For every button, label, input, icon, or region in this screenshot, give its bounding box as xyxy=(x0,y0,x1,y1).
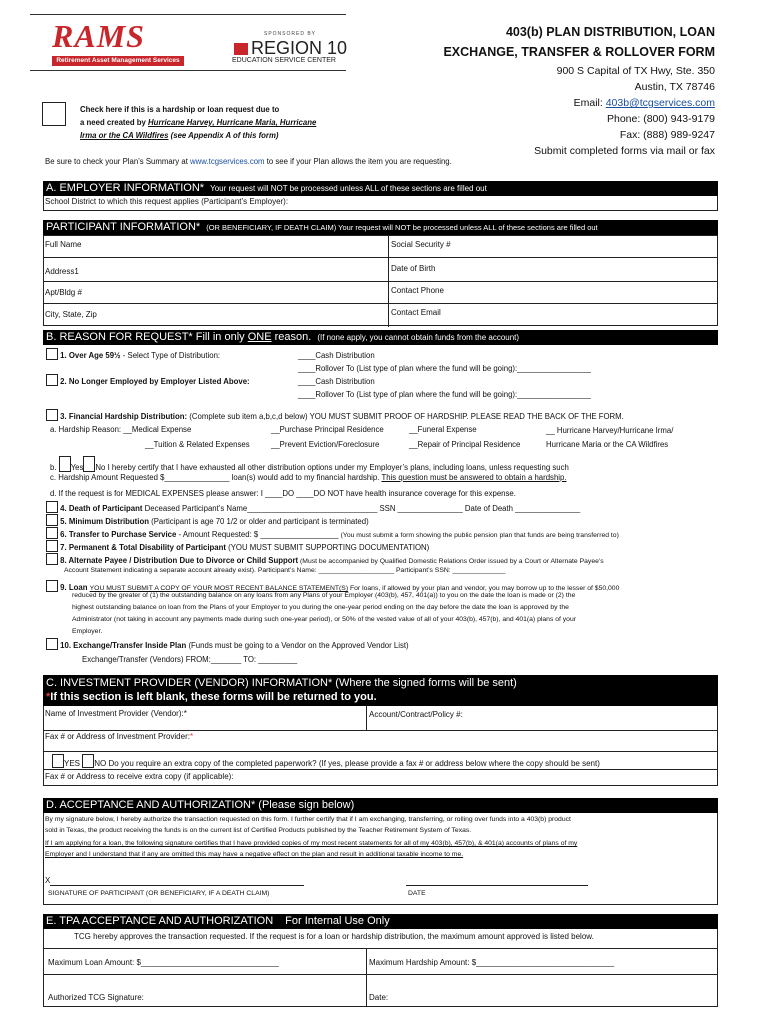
reason10-checkbox[interactable] xyxy=(46,638,58,650)
b-no-label: No xyxy=(95,463,106,472)
region10-logo xyxy=(234,38,347,59)
hardship-b-row xyxy=(50,456,569,472)
reason7-row xyxy=(46,540,429,552)
date-line[interactable] xyxy=(406,885,588,886)
region10-subtitle: EDUCATION SERVICE CENTER xyxy=(232,57,336,64)
reason9-line4: Administrator (not taking in account any payments made during such one-year period), or 50% of the vested value of all of your 403(b), 457(b), and 401(a) plans of your xyxy=(72,616,577,623)
plan-summary-note xyxy=(45,157,452,166)
hardship-text-3a: Irma or the CA Wildfires xyxy=(80,131,169,140)
reason6-note: (You must submit a form showing the public pension plan that funds are being transferred to) xyxy=(340,532,619,539)
signature-x: X xyxy=(45,876,51,885)
contact-email-field[interactable]: Contact Email xyxy=(391,308,441,317)
vendor-name-field[interactable]: Name of Investment Provider (Vendor):* xyxy=(45,709,187,718)
reason5-text: (Participant is age 70 1/2 or older and participant is terminated) xyxy=(148,517,369,526)
form-title-line1: 403(b) PLAN DISTRIBUTION, LOAN xyxy=(505,25,715,39)
participant-header xyxy=(43,220,718,235)
header-rule-bottom xyxy=(30,70,346,71)
hardship-disaster-text xyxy=(80,103,380,142)
employer-field-label: School District to which this request applies (Participant’s Employer): xyxy=(45,197,289,206)
hardship-text-line3 xyxy=(80,129,380,142)
c-note: This question must be answered to obtain a hardship. xyxy=(381,473,567,482)
hardship-medical-option[interactable]: a. Hardship Reason: __Medical Expense xyxy=(50,425,192,434)
reason8-checkbox[interactable] xyxy=(46,553,58,565)
reason1-row xyxy=(46,348,220,360)
r2-rollover-option[interactable]: ____Rollover To (List type of plan where the fund will be going):_________________ xyxy=(298,390,591,399)
participant-title: PARTICIPANT INFORMATION* xyxy=(46,221,201,233)
note-text-b: to see if your Plan allows the item you are requesting. xyxy=(264,157,452,166)
tpa-rule-2 xyxy=(44,974,717,975)
reason9-checkbox[interactable] xyxy=(46,580,58,592)
hardship-funeral-option[interactable]: __Funeral Expense xyxy=(409,425,477,434)
section-a-title: A. EMPLOYER INFORMATION* xyxy=(46,182,205,194)
reason2-row xyxy=(46,374,250,386)
hardship-text-2b: Hurricane Harvey, Hurricane Maria, Hurricane xyxy=(148,118,317,127)
vendor-fax-field[interactable] xyxy=(45,732,193,741)
extra-copy-no-label: NO xyxy=(94,759,107,768)
section-d-header: D. ACCEPTANCE AND AUTHORIZATION* (Please sign below) xyxy=(43,798,718,813)
tcg-website-link[interactable]: www.tcgservices.com xyxy=(190,157,265,166)
max-loan-field[interactable]: Maximum Loan Amount: $_______________________________ xyxy=(48,958,279,967)
b-yes-label: Yes xyxy=(70,463,84,472)
tpa-divider xyxy=(366,948,367,1006)
reason2-checkbox[interactable] xyxy=(46,374,58,386)
reason9-underline: YOU MUST SUBMIT A COPY OF YOUR MOST RECENT BALANCE STATEMENT(S) xyxy=(89,585,349,592)
b-text: I hereby certify that I have exhausted all other distribution options under my Employer’s plans, including loans, unless requesting such xyxy=(107,463,569,472)
reason7-text: (YOU MUST SUBMIT SUPPORTING DOCUMENTATION) xyxy=(225,543,430,552)
reason9-line3: highest outstanding balance on loan from the Plans of your Employer to you during the one-year period ending on the day before the date the loan is approved by the xyxy=(72,604,569,611)
hardship-d-row: d. If the request is for MEDICAL EXPENSES please answer: I ____DO ____DO NOT have health insurance coverage for this expense. xyxy=(50,489,516,498)
vendor-rule-2 xyxy=(44,751,717,752)
extra-copy-yes-checkbox[interactable] xyxy=(52,754,64,768)
reason9-line5: Employer. xyxy=(72,628,103,635)
auth-paragraph-2b: Employer and I understand that if any are omitted this may have a negative effect on the plan and result in additional taxable income to me. xyxy=(45,851,464,858)
reason9-label: 9. Loan xyxy=(60,583,88,592)
section-c-warning-star: * xyxy=(46,691,51,703)
hardship-eviction-option[interactable]: __Prevent Eviction/Foreclosure xyxy=(271,440,380,449)
reason5-row xyxy=(46,514,369,526)
full-name-field[interactable]: Full Name xyxy=(45,240,82,249)
vendor-fax-label: Fax # or Address of Investment Provider: xyxy=(45,732,190,741)
vendor-rule-3 xyxy=(44,769,717,770)
vendor-divider xyxy=(366,706,367,730)
section-c-title: C. INVESTMENT PROVIDER (VENDOR) INFORMATION* (Where the signed forms will be sent) xyxy=(46,677,517,689)
dob-field[interactable]: Date of Birth xyxy=(391,264,436,273)
tcg-signature-field[interactable]: Authorized TCG Signature: xyxy=(48,993,144,1002)
section-b-header xyxy=(43,330,718,345)
hardship-text-line1: Check here if this is a hardship or loan request due to xyxy=(80,105,280,114)
address-line2: Austin, TX 78746 xyxy=(634,81,715,93)
participant-rule-1 xyxy=(44,257,717,258)
section-b-subtitle: (If none apply, you cannot obtain funds from the account) xyxy=(317,333,520,342)
reason9-row xyxy=(46,580,619,592)
date-label: DATE xyxy=(408,890,426,897)
section-e-title: E. TPA ACCEPTANCE AND AUTHORIZATION xyxy=(46,915,274,927)
region10-name: REGION 10 xyxy=(251,38,348,58)
section-c-warning xyxy=(46,690,718,704)
rams-logo-subtitle: Retirement Asset Management Services xyxy=(52,56,184,66)
auth-paragraph-1b: sold in Texas, the product receiving the funds is on the current list of Certified Products published by the Teacher Retirement System of Texas. xyxy=(45,827,472,834)
address-field[interactable]: Address1 xyxy=(45,267,79,276)
reason4-label: 4. Death of Participant xyxy=(60,504,143,513)
r2-cash-option[interactable]: ____Cash Distribution xyxy=(298,377,375,386)
employer-field[interactable] xyxy=(43,196,718,211)
r1-cash-option[interactable]: ____Cash Distribution xyxy=(298,351,375,360)
section-e-subtitle: For Internal Use Only xyxy=(285,915,390,927)
account-number-field[interactable]: Account/Contract/Policy #: xyxy=(369,710,463,719)
reason8-text: (Must be accompanied by Qualified Domestic Relations Order issued by a Court or Alternate Payee’s xyxy=(298,558,604,565)
section-e-header xyxy=(43,914,718,929)
extra-copy-fax-field[interactable]: Fax # or Address to receive extra copy (if applicable): xyxy=(45,772,234,781)
vendor-table xyxy=(43,706,718,786)
hardship-text-2a: a need created by xyxy=(80,118,149,127)
b-no-checkbox[interactable] xyxy=(83,456,95,472)
b-label: b. xyxy=(50,463,57,472)
tpa-box xyxy=(43,929,718,1007)
reason1-text: - Select Type of Distribution: xyxy=(120,351,221,360)
section-c-header xyxy=(43,675,718,706)
hardship-repair-option[interactable]: __Repair of Principal Residence xyxy=(409,440,521,449)
reason7-checkbox[interactable] xyxy=(46,540,58,552)
c-text: c. Hardship Amount Requested $_______________ loan(s) would add to my financial hardship. xyxy=(50,473,380,482)
email-label: Email: xyxy=(573,97,606,109)
auth-paragraph-1a: By my signature below, I hereby authorize the transaction requested on this form. I further certify that if I am exchanging, transferring, or rolling over funds into a 403(b) product xyxy=(45,816,571,823)
authorization-box xyxy=(43,813,718,905)
reason8-line2: Account Statement indicating a separate account already exist). Participant’s Name: ____________________ Participant’s SSN: ______________ xyxy=(64,567,506,574)
r1-rollover-option[interactable]: ____Rollover To (List type of plan where the fund will be going):_________________ xyxy=(298,364,591,373)
reason3-text: (Complete sub item a,b,c,d below) YOU MUST SUBMIT PROOF OF HARDSHIP. PLEASE READ THE BACK OF THE FORM. xyxy=(187,412,624,421)
fax-line: Fax: (888) 989-9247 xyxy=(619,129,715,141)
sponsored-by-label: SPONSORED BY xyxy=(264,31,317,37)
address-line1: 900 S Capital of TX Hwy, Ste. 350 xyxy=(556,65,715,77)
form-title-line2: EXCHANGE, TRANSFER & ROLLOVER FORM xyxy=(443,45,715,59)
reason4-text: Deceased Participant’s Name______________________________ SSN _______________ Date of Death _______________ xyxy=(142,504,581,513)
hardship-disaster-checkbox[interactable] xyxy=(42,102,66,126)
reason7-label: 7. Permanent & Total Disability of Participant xyxy=(60,543,226,552)
reason8-row xyxy=(46,553,604,565)
section-a-subtitle: Your request will NOT be processed unless ALL of these sections are filled out xyxy=(210,184,487,193)
phone-line: Phone: (800) 943-9179 xyxy=(607,113,715,125)
reason6-row xyxy=(46,527,619,539)
extra-copy-question: Do you require an extra copy of the completed paperwork? (If yes, please provide a fax # or address below where the copy should be sent) xyxy=(108,759,600,768)
section-c-warning-text: If this section is left blank, these forms will be returned to you. xyxy=(50,691,377,703)
reason10-text: (Funds must be going to a Vendor on the Approved Vendor List) xyxy=(186,641,409,650)
hardship-tuition-option[interactable]: __Tuition & Related Expenses xyxy=(145,440,250,449)
reason4-row xyxy=(46,501,580,513)
contact-phone-field[interactable]: Contact Phone xyxy=(391,286,444,295)
city-field[interactable]: City, State, Zip xyxy=(45,310,97,319)
submit-note: Submit completed forms via mail or fax xyxy=(534,145,715,157)
extra-copy-yes-label: YES xyxy=(64,759,81,768)
reason8-label: 8. Alternate Payee / Distribution Due to Divorce or Child Support xyxy=(60,556,299,565)
tpa-statement: TCG hereby approves the transaction requested. If the request is for a loan or hardship distribution, the maximum amount approved is listed below. xyxy=(74,932,594,941)
signature-label: SIGNATURE OF PARTICIPANT (OR BENEFICIARY, IF A DEATH CLAIM) xyxy=(48,890,270,897)
extra-copy-row xyxy=(52,754,600,768)
hardship-text-line2 xyxy=(80,116,380,129)
email-line xyxy=(415,95,715,111)
participant-table xyxy=(43,235,718,326)
apt-field[interactable]: Apt/Bldg # xyxy=(45,288,82,297)
signature-line[interactable] xyxy=(50,885,304,886)
hardship-text-3b: (see Appendix A of this form) xyxy=(168,131,279,140)
reason10-label: 10. Exchange/Transfer Inside Plan xyxy=(60,641,187,650)
hardship-c-row xyxy=(50,473,567,482)
reason3-label: 3. Financial Hardship Distribution: xyxy=(60,412,188,421)
reason3-row xyxy=(46,409,624,421)
reason6-checkbox[interactable] xyxy=(46,527,58,539)
participant-rule-3 xyxy=(44,303,717,304)
participant-subtitle: (OR BENEFICIARY, IF DEATH CLAIM) Your request will NOT be processed unless ALL of these sections are filled out xyxy=(206,223,598,232)
tpa-rule-1 xyxy=(44,948,717,949)
region10-mark-icon xyxy=(234,43,248,55)
reason9-line2: reduced by the greater of (1) the outstanding balance on any loans from any Plans of your Employer (403(b), 457, 401(a)) to you on the date the loan is made or (2) the xyxy=(72,592,576,599)
reason9-text: For loans, if allowed by your plan and vendor, you may borrow up to the lesser of $50,000 xyxy=(348,585,620,592)
max-hardship-field[interactable]: Maximum Hardship Amount: $_______________________________ xyxy=(369,958,615,967)
vendor-rule-1 xyxy=(44,730,717,731)
rams-logo: RAMS xyxy=(52,18,145,54)
exchange-vendors-field[interactable]: Exchange/Transfer (Vendors) FROM:_______ TO: _________ xyxy=(82,655,298,664)
vendor-fax-star: * xyxy=(189,732,194,741)
reason6-text: - Amount Requested: $ __________________ xyxy=(176,530,339,539)
reason5-label: 5. Minimum Distribution xyxy=(60,517,149,526)
extra-copy-no-checkbox[interactable] xyxy=(82,754,94,768)
reason5-checkbox[interactable] xyxy=(46,514,58,526)
note-text-a: Be sure to check your Plan’s Summary at xyxy=(45,157,191,166)
auth-paragraph-2a: If I am applying for a loan, the following signature certifies that I have provided copies of my most recent statements for all of my 403(b), 457(b), & 401(a) accounts of plans of my xyxy=(45,840,578,847)
reason1-checkbox[interactable] xyxy=(46,348,58,360)
reason4-checkbox[interactable] xyxy=(46,501,58,513)
hardship-hurricane-option[interactable]: __ Hurricane Harvey/Hurricane Irma/ xyxy=(546,426,674,435)
email-link[interactable]: 403b@tcgservices.com xyxy=(605,97,715,109)
ssn-field[interactable]: Social Security # xyxy=(391,240,451,249)
tcg-date-field[interactable]: Date: xyxy=(369,993,389,1002)
reason6-label: 6. Transfer to Purchase Service xyxy=(60,530,177,539)
b-yes-checkbox[interactable] xyxy=(59,456,71,472)
hardship-purchase-option[interactable]: __Purchase Principal Residence xyxy=(271,425,384,434)
form-title xyxy=(415,22,715,62)
reason2-label: 2. No Longer Employed by Employer Listed Above: xyxy=(60,377,250,386)
section-b-title-a: B. REASON FOR REQUEST* Fill in only xyxy=(46,331,248,343)
reason1-label: 1. Over Age 59½ xyxy=(60,351,121,360)
participant-rule-2 xyxy=(44,281,717,282)
hardship-maria-label: Hurricane Maria or the CA Wildfires xyxy=(546,440,669,449)
section-a-header xyxy=(43,181,718,196)
section-b-title-b: reason. xyxy=(271,331,312,343)
section-b-title-one: ONE xyxy=(247,331,272,343)
reason10-row xyxy=(46,638,409,650)
header-rule-top xyxy=(30,14,346,15)
reason3-checkbox[interactable] xyxy=(46,409,58,421)
contact-block xyxy=(415,63,715,159)
